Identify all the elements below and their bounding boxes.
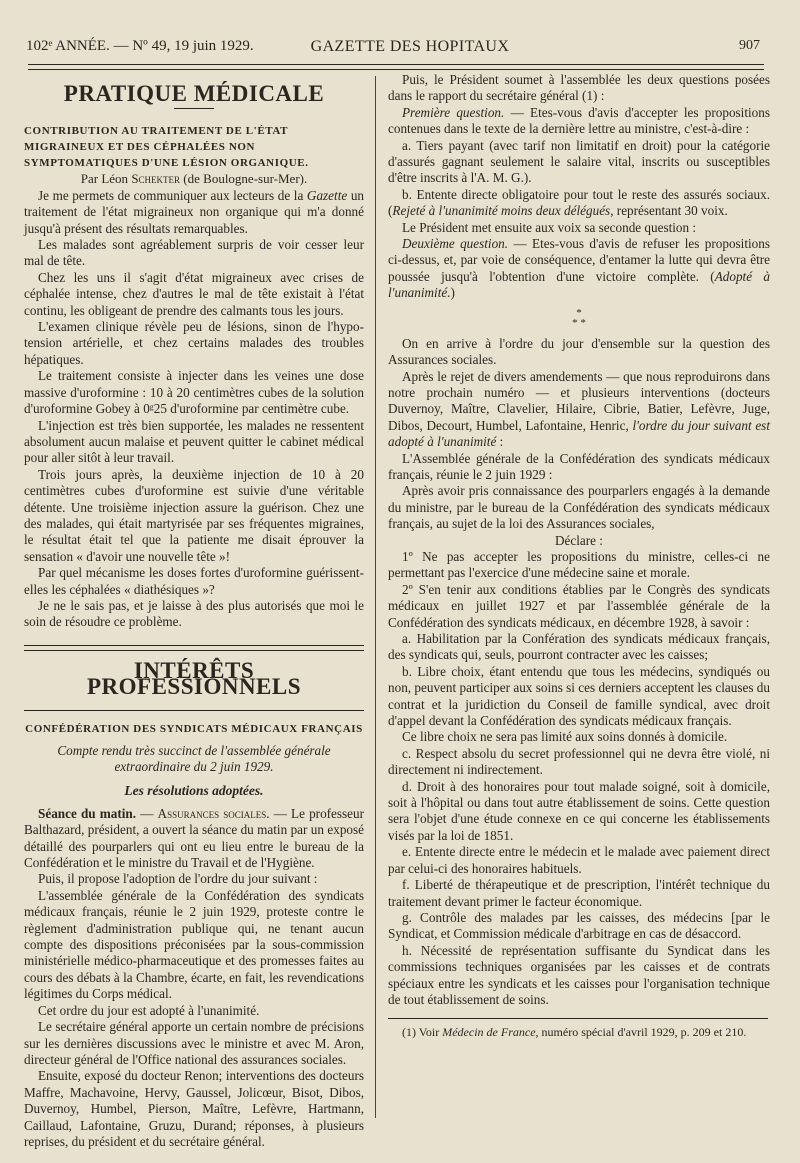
text: b. Entente directe obligatoire pour tout le reste des assurés sociaux. (: [388, 186, 770, 219]
resolutions-heading: Les résolutions adoptées.: [124, 783, 264, 799]
asterism: [388, 308, 770, 328]
article-title-pratique: CONTRIBUTION AU TRAITEMENT DE L'ÉTAT MIGRAINEUX ET DES CÉPHALÉES NON SYMPTOMATIQUES D'UNE LÉSION ORGANIQUE.: [24, 125, 309, 170]
dash: —: [136, 805, 158, 821]
paragraph: Je ne le sais pas, et je laisse à des plus autorisés que moi le soin de résoudre ce problème.: [24, 597, 364, 630]
question-label: Première question.: [402, 104, 505, 120]
paragraph: L'examen clinique révèle peu de lésions, sinon de l'hypo-tension artérielle, et chez certains malades des troubles hépatiques.: [24, 319, 364, 367]
footnote-separator: [388, 1018, 768, 1019]
paragraph: Le secrétaire général apporte un certain nombre de précisions sur les dernières discussions avec le ministre et avec M. Aron, directeur général de l'Office national des assurances sociales.: [24, 1019, 364, 1067]
text: (1) Voir: [402, 1025, 443, 1040]
paragraph: Ensuite, exposé du docteur Renon; interventions des docteurs Maffre, Machavoine, Hervy, Gaussel, Jolicœur, Bisot, Dibos, Duvernoy, Humbel, Pierson, Maître, Lefèvre, Hartmann, Caillaud, Lafontaine, Gruzu, Durand; réponses, à plusieurs reprises, du président et du secrétaire général.: [24, 1068, 364, 1149]
paragraph: [388, 236, 770, 302]
title-rule: [24, 710, 364, 711]
paragraph: c. Respect absolu du secret professionnel qui ne devra être violé, ni directement ni indirectement.: [388, 745, 770, 778]
author-name: Schekter: [131, 171, 181, 187]
paragraph: [24, 806, 364, 872]
header-rule: [28, 64, 764, 70]
question-label: Deuxième question.: [402, 236, 509, 252]
paragraph: Trois jours après, la deuxième injection de 10 à 20 centimètres cubes d'uroformine est suivie d'une véritable détente. Une troisième injection assure la guérison. Chez une des malades, qui était martyrisée par ses fréquentes migraines, le résultat était tel que la patiente me disait éprouver la sensation « d'avoir une nouvelle tête »!: [24, 466, 364, 564]
paragraph: Après avoir pris connaissance des pourparlers engagés à la demande du ministre, par le bureau de la Confédération des syndicats médicaux français, au sujet de la loi des Assurances sociales,: [388, 483, 770, 532]
text: — Le professeur Balthazard, président, a ouvert la séance du matin par un exposé détaillé des pourparlers qui ont eu lieu entre le bureau de la Confédération et le ministre du Travail et de l'Hygiène.: [24, 805, 365, 871]
page-number: 907: [739, 38, 760, 53]
article-title-confederation: CONFÉDÉRATION DES SYNDICATS MÉDICAUX FRANÇAIS: [25, 722, 363, 735]
asterism-bottom: * *: [572, 316, 586, 329]
paragraph: Chez les uns il s'agit d'état migraineux avec crises de céphalée intense, chez d'autres le mal de tête existait à l'état continu, les obligeant de prendre des calmants tous les jours.: [24, 269, 364, 318]
seance-heading: Séance du matin.: [38, 805, 137, 821]
topic-smallcaps: Assurances sociales.: [157, 805, 270, 821]
text: un traitement de l'état migraineux non organique qui m'a donné jusqu'à présent des résultats remarquables.: [24, 187, 365, 236]
paragraph: L'injection est très bien supportée, les malades ne ressentent absolument aucun malaise et peuvent quitter le cabinet médical pour aller sitôt à leur travail.: [24, 417, 364, 466]
footnote: [388, 1025, 770, 1040]
paragraph: Puis, le Président soumet à l'assemblée les deux questions posées dans le rapport du secrétaire général (1) :: [388, 72, 770, 104]
author-suffix: (de Boulogne-sur-Mer).: [180, 171, 308, 187]
section-title-pratique: PRATIQUE MÉDICALE: [63, 81, 325, 106]
paragraph: Le Président met ensuite aux voix sa seconde question :: [402, 219, 697, 235]
right-column: [388, 72, 770, 1040]
paragraph: d. Droit à des honoraires pour tout malade soigné, soit à domicile, soit à l'hôpital ou dans tout autre établissement de soins. Cette question sera l'objet d'une étude connexe en ce qui concerne les établissements visés par la loi de 1851.: [388, 778, 770, 843]
paragraph: [388, 105, 770, 138]
title-underline: [174, 108, 214, 109]
text: , représentant 30 voix.: [610, 203, 728, 219]
text: — Etes-vous d'avis de refuser les propositions ci-dessus, et, par voie de conséquence, d'entamer la lutte qui devra être poussée jusqu'à l'obtention d'une victoire complète. (: [388, 236, 770, 284]
paragraph: [388, 187, 770, 220]
text-italic: Médecin de France: [442, 1025, 536, 1040]
paragraph: Cet ordre du jour est adopté à l'unanimité.: [38, 1002, 260, 1018]
paragraph: L'assemblée générale de la Confédération des syndicats médicaux français, réunie le 2 juin 1929, proteste contre le règlement d'administration publique qui, ne tenant aucun compte des dispositions préconisées par la sous-commission ministérielle médico-pharmaceutique et des promesses faites au cours des débats à la Chambre, écarte, en fait, les revendications légitimes du Corps médical.: [24, 887, 364, 1002]
text-italic: Adopté à l'unanimité.: [388, 268, 770, 301]
text: — Etes-vous d'avis d'accepter les propositions contenues dans le texte de la dernière lettre au ministre, c'est-à-dire :: [388, 104, 770, 137]
author-line: [24, 171, 364, 187]
paragraph: Les malades sont agréablement surpris de voir cesser leur mal de tête.: [24, 237, 364, 269]
text-italic: Gazette: [306, 187, 348, 203]
paragraph: Par quel mécanisme les doses fortes d'uroformine guérissent-elles les céphalées « diathésiques »?: [24, 565, 364, 597]
section-title-interets: INTÉRÊTS PROFESSIONNELS: [86, 657, 302, 700]
paragraph: On en arrive à l'ordre du jour d'ensemble sur la question des Assurances sociales.: [388, 335, 770, 368]
paragraph: L'Assemblée générale de la Confédération des syndicats médicaux français, réunie le 2 juin 1929 :: [388, 450, 770, 482]
text: , numéro spécial d'avril 1929, p. 209 et 210.: [535, 1025, 747, 1040]
paragraph: [388, 369, 770, 451]
declare-heading: Déclare :: [555, 532, 603, 548]
column-divider: [375, 76, 376, 1118]
text: Après le rejet de divers amendements — que nous reproduirons dans notre prochain numéro — et plusieurs interventions (docteurs Duvernoy, Maître, Clavelier, Hilaire, Cibrie, Batier, Lefèvre, Juge, Dibos, Decourt, Humbel, Lafontaine, Henric,: [388, 368, 770, 433]
paragraph: 2º S'en tenir aux conditions établies par le Congrès des syndicats médicaux en juillet 1927 et par l'assemblée générale de la Confédération des syndicats médicaux, en décembre 1928, à savoir :: [388, 581, 770, 630]
text-italic: l'ordre du jour suivant est adopté à l'unanimité: [388, 417, 770, 450]
text: Je me permets de communiquer aux lecteurs de la: [38, 187, 307, 203]
paragraph: Puis, il propose l'adoption de l'ordre du jour suivant :: [38, 871, 318, 887]
paragraph: g. Contrôle des malades par les caisses, des médecins [par le Syndicat, et Commission médicale d'arbitrage en cas de désaccord.: [388, 909, 770, 942]
paragraph: a. Tiers payant (avec tarif non limitatif en droit) pour la catégorie d'assurés gagnant seulement le salaire vital, inscrits ou susceptibles d'être inscrits à l'A. M. G.).: [388, 137, 770, 186]
paragraph: f. Liberté de thérapeutique et de prescription, l'intérêt technique du traitement devant primer le facteur économique.: [388, 877, 770, 909]
paragraph: Ce libre choix ne sera pas limité aux soins donnés à domicile.: [402, 729, 728, 745]
paragraph: Le traitement consiste à injecter dans les veines une dose massive d'uroformine : 10 à 20 centimètres cubes de la solution d'uroformine Gobey à 0ᵍ25 d'uroformine par centimètre cube.: [24, 368, 364, 417]
journal-title: GAZETTE DES HOPITAUX: [310, 38, 510, 55]
left-column: [24, 78, 364, 1150]
author-prefix: Par Léon: [80, 171, 132, 187]
paragraph: 1º Ne pas accepter les propositions du ministre, celles-ci ne permettant pas l'exercice d'une médecine saine et morale.: [388, 548, 770, 581]
article-subtitle: Compte rendu très succinct de l'assemblée générale extraordinaire du 2 juin 1929.: [57, 742, 331, 774]
text: ): [450, 285, 455, 301]
text-italic: Rejeté à l'unanimité moins deux délégués: [392, 203, 611, 219]
text: :: [496, 434, 504, 450]
paragraph: b. Libre choix, étant entendu que tous les médecins, syndiqués ou non, peuvent participer aux soins si ces derniers acceptent les clauses du contrat et la juridiction du Conseil de famille syndical, avec droit d'appel devant la Confédération des syndicats médicaux français.: [388, 663, 770, 729]
paragraph: [24, 188, 364, 237]
asterism-top: *: [576, 306, 582, 319]
paragraph: a. Habilitation par la Confération des syndicats médicaux français, des syndicats qui, seuls, pourront contracter avec les caisses;: [388, 631, 770, 663]
issue-info: 102ᵉ ANNÉE. — Nº 49, 19 juin 1929.: [26, 38, 254, 54]
paragraph: e. Entente directe entre le médecin et le malade avec paiement direct par celui-ci des honoraires habituels.: [388, 844, 770, 876]
section-separator: [24, 645, 364, 651]
paragraph: h. Nécessité de représentation suffisante du Syndicat dans les commissions techniques organisées par les caisses et de contrats spéciaux entre les syndicats et les caisses pour l'organisation technique de tout établissement de soins.: [388, 942, 770, 1007]
